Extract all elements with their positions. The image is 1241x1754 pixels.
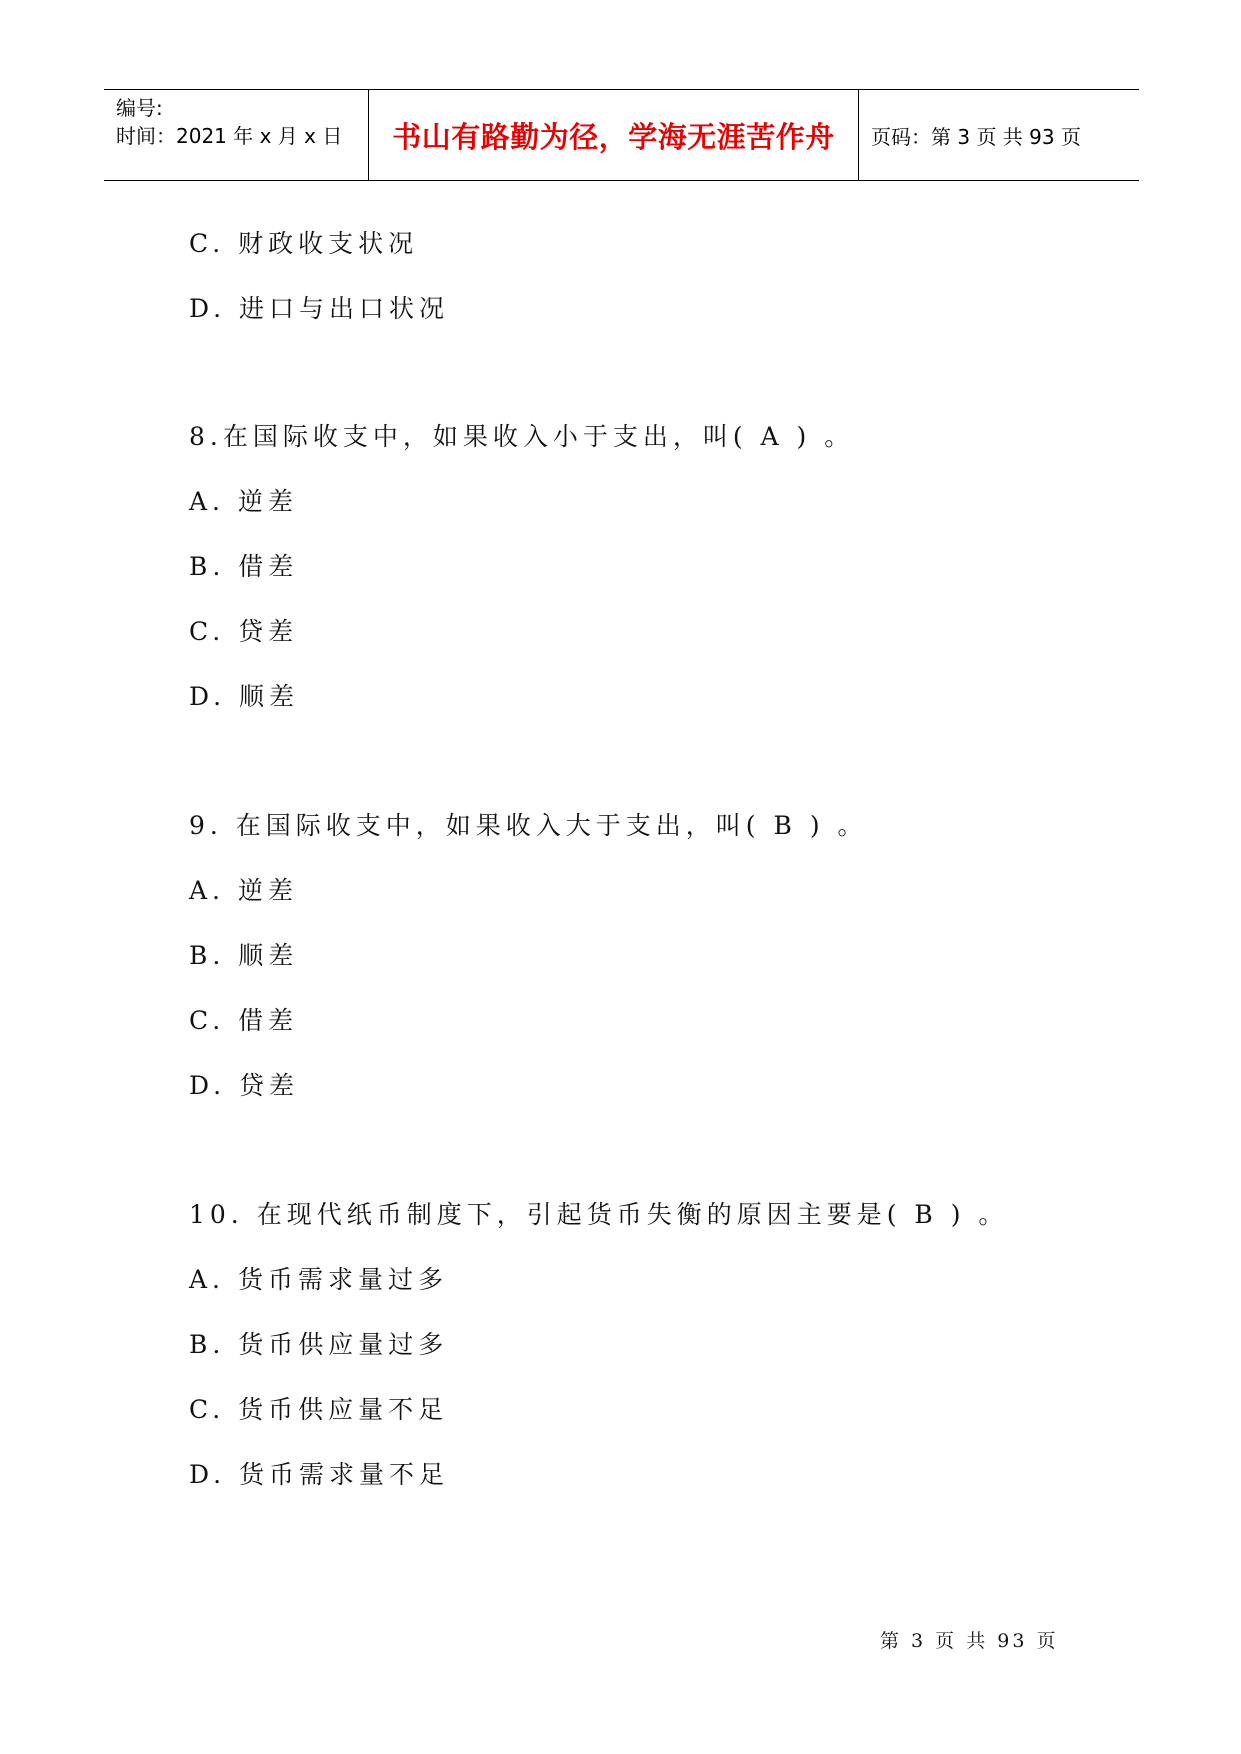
option-line: C. 贷差 [189, 617, 299, 646]
header-motto: 书山有路勤为径，学海无涯苦作舟 [369, 90, 859, 180]
option-line: D. 顺差 [189, 682, 300, 711]
header-page-info: 页码：第 3 页 共 93 页 [871, 124, 1081, 149]
option-line: C. 借差 [189, 1006, 299, 1035]
option-line: D. 贷差 [189, 1071, 300, 1100]
time-label: 时间：2021 年 x 月 x 日 [116, 124, 343, 148]
option-line: A. 逆差 [189, 487, 298, 516]
option-line: C. 财政收支状况 [189, 229, 419, 258]
option-line: B. 顺差 [189, 941, 299, 970]
option-line: A. 逆差 [189, 876, 298, 905]
option-line: D. 货币需求量不足 [189, 1460, 450, 1489]
option-line: D. 进口与出口状况 [189, 294, 450, 323]
option-line: A. 货币需求量过多 [189, 1265, 448, 1294]
option-line: B. 借差 [189, 552, 299, 581]
serial-label: 编号: [116, 96, 163, 120]
page-footer: 第 3 页 共 93 页 [880, 1630, 1059, 1652]
question-line: 9. 在国际收支中，如果收入大于支出，叫( B ) 。 [189, 811, 868, 840]
question-line: 10. 在现代纸币制度下，引起货币失衡的原因主要是( B ) 。 [189, 1200, 1009, 1229]
question-line: 8.在国际收支中，如果收入小于支出，叫( A ) 。 [189, 422, 855, 451]
header-meta [104, 90, 369, 180]
option-line: C. 货币供应量不足 [189, 1395, 449, 1424]
page-header [104, 89, 1139, 181]
option-line: B. 货币供应量过多 [189, 1330, 449, 1359]
